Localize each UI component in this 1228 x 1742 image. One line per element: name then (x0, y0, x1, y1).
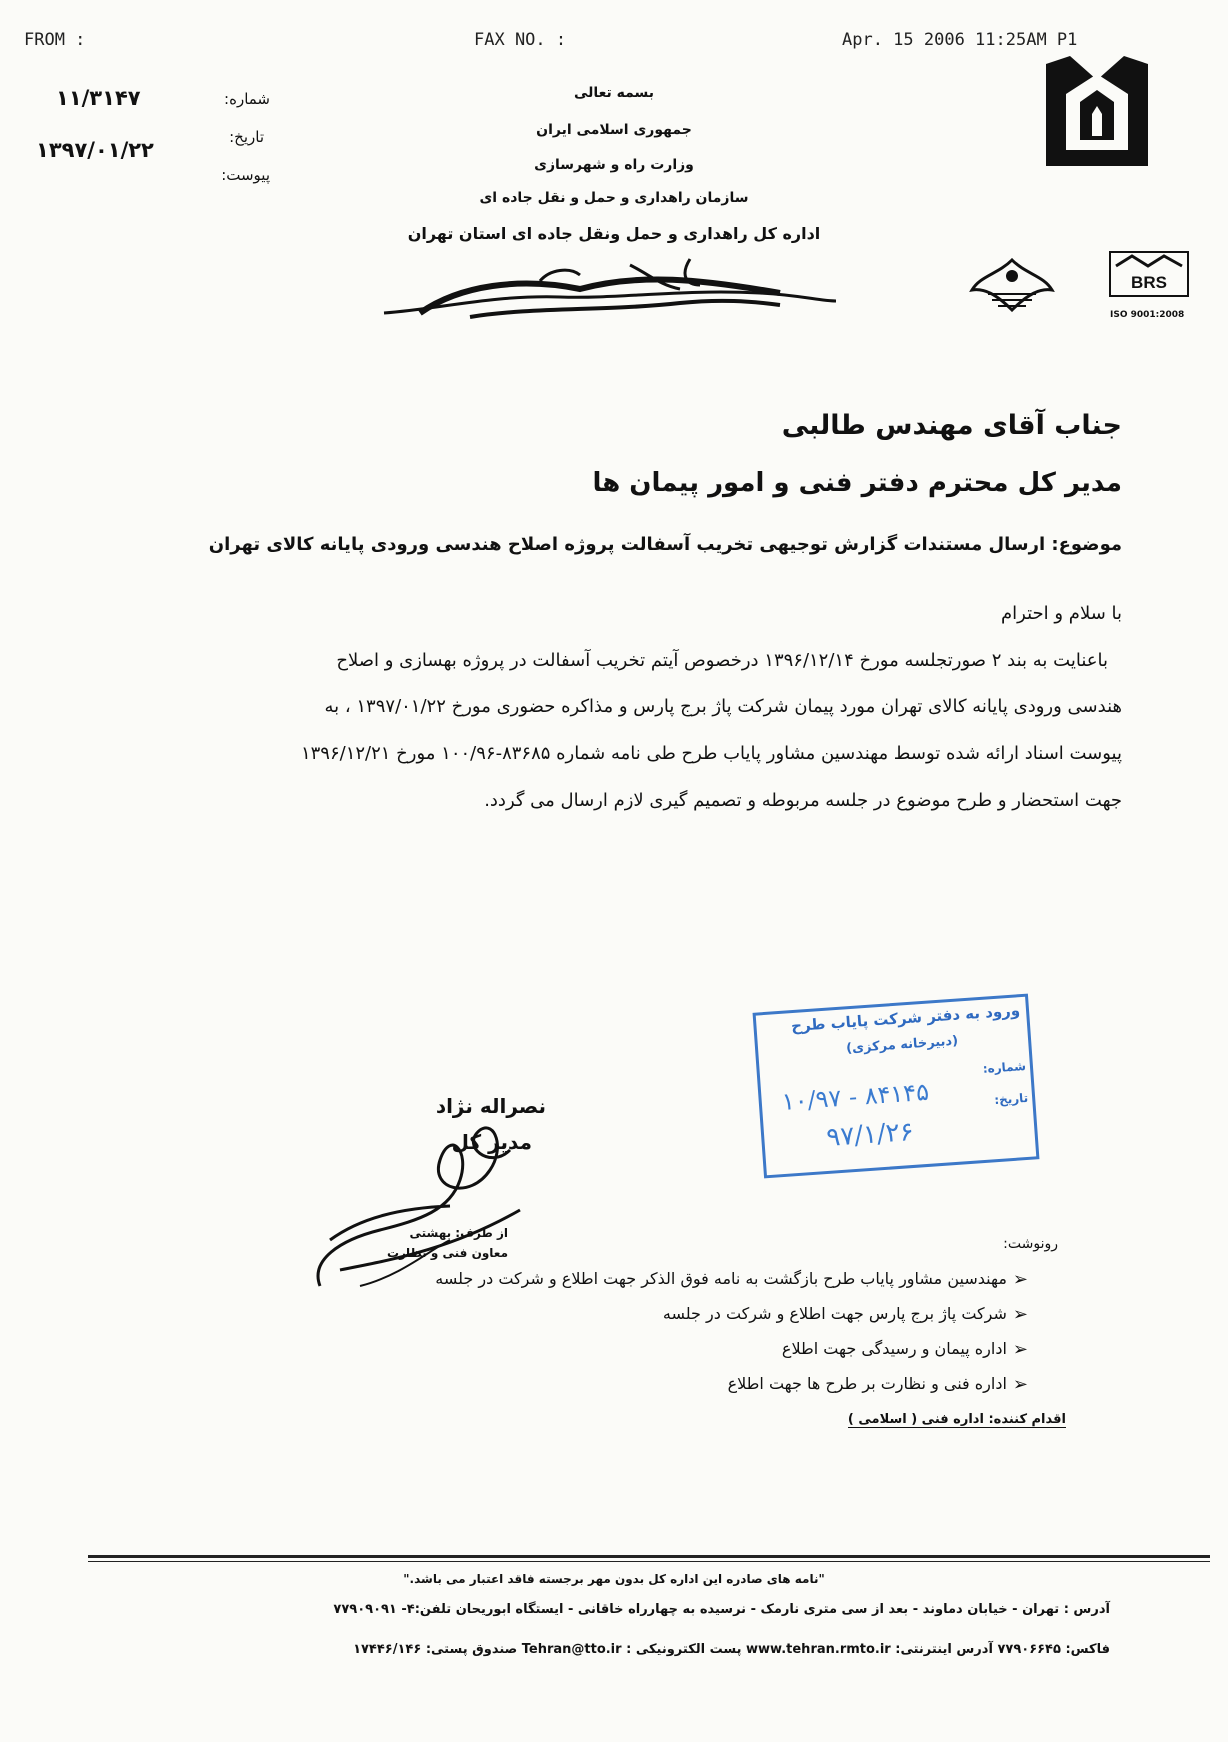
number-label: شماره: (224, 90, 270, 108)
cc-item-text: اداره پیمان و رسیدگی جهت اطلاع (781, 1339, 1007, 1358)
body-line: جهت استحضار و طرح موضوع در جلسه مربوطه و تصمیم گیری لازم ارسال می گردد. (484, 790, 1122, 811)
greeting: با سلام و احترام (1001, 603, 1122, 624)
iso-label: ISO 9001:2008 (1110, 310, 1185, 320)
cc-item (728, 1374, 1028, 1395)
footer-divider (88, 1555, 1210, 1558)
cc-item (663, 1304, 1028, 1325)
stamp-number-label: شماره: (982, 1058, 1027, 1076)
stamp-number: ۱۰/۹۷ - ۸۴۱۴۵ (780, 1077, 930, 1116)
letter-date: ۱۳۹۷/۰۱/۲۲ (36, 138, 154, 162)
fax-number: FAX NO. : (474, 30, 567, 50)
footer-notice: "نامه های صادره این اداره کل بدون مهر برجسته فاقد اعتبار می باشد." (403, 1572, 825, 1586)
letterhead-organization: سازمان راهداری و حمل و نقل جاده ای (479, 190, 749, 206)
letterhead-ministry: وزارت راه و شهرسازی (534, 157, 694, 173)
rmto-logo (1040, 54, 1154, 172)
subject-line: موضوع: ارسال مستندات گزارش توجیهی تخریب آسفالت پروژه اصلاح هندسی ورودی پایانه کالای تهران (208, 534, 1122, 555)
svg-text:BRS: BRS (1131, 273, 1167, 292)
body-line: هندسی ورودی پایانه کالای تهران مورد پیمان شرکت پاژ برج پارس و مذاکره حضوری مورخ ۱۳۹۷/۰۱/۲۲ ، به (324, 696, 1122, 717)
stamp-title: ورود به دفتر شرکت پایاب طرح (790, 1001, 1021, 1036)
arrow-bullet-icon: ➢ (1012, 1304, 1028, 1325)
cc-item-text: شرکت پاژ برج پارس جهت اطلاع و شرکت در جلسه (662, 1304, 1007, 1323)
signatory-title: مدیر کل (451, 1130, 532, 1154)
received-stamp (753, 994, 1040, 1179)
deputy-title: معاون فنی و نظارت (387, 1246, 508, 1260)
on-behalf-of: از طرف: بهشتی (409, 1226, 508, 1240)
cc-heading: رونوشت: (1003, 1236, 1058, 1252)
cc-item (435, 1269, 1028, 1290)
stamp-date: ۹۷/۱/۲۶ (825, 1116, 915, 1153)
fax-datetime: Apr. 15 2006 11:25AM P1 (842, 30, 1078, 50)
arrow-bullet-icon: ➢ (1012, 1339, 1028, 1360)
calligraphy-ornament-icon (380, 255, 840, 335)
cc-item-text: اداره فنی و نظارت بر طرح ها جهت اطلاع (727, 1374, 1007, 1393)
letterhead-department: اداره کل راهداری و حمل ونقل جاده ای استان تهران (407, 224, 821, 243)
arrow-bullet-icon: ➢ (1012, 1269, 1028, 1290)
attachment-label: پیوست: (221, 166, 270, 184)
letter-number: ۱۱/۳۱۴۷ (56, 86, 141, 110)
stamp-subtitle: (دبیرخانه مرکزی) (845, 1033, 959, 1057)
cc-item-text: مهندسین مشاور پایاب طرح بازگشت به نامه فوق الذکر جهت اطلاع و شرکت در جلسه (435, 1269, 1007, 1288)
letterhead-country: جمهوری اسلامی ایران (536, 122, 692, 138)
action-by: اقدام کننده: اداره فنی ( اسلامی ) (847, 1412, 1066, 1427)
footer-contact: فاکس: ۷۷۹۰۶۶۴۵ آدرس اینترنتی: www.tehran.rmto.ir پست الکترونیکی : Tehran@tto.ir صندوق پستی: ۱۷۴۴۶/۱۴۶ (353, 1642, 1110, 1657)
fax-from: FROM : (24, 30, 86, 50)
date-label: تاریخ: (229, 128, 264, 146)
stamp-date-label: تاریخ: (993, 1090, 1029, 1108)
cc-item (782, 1339, 1028, 1360)
footer-address: آدرس : تهران - خیابان دماوند - بعد از سی متری نارمک - نرسیده به چهارراه خاقانی - ایستگاه ابوریحان تلفن:۴- ۷۷۹۰۹۰۹۱ (333, 1602, 1110, 1617)
arrow-bullet-icon: ➢ (1012, 1374, 1028, 1395)
letterhead-bismillah: بسمه تعالی (573, 85, 655, 101)
addressee-name: جناب آقای مهندس طالبی (781, 410, 1122, 441)
emblem-icon (968, 254, 1056, 316)
addressee-position: مدیر کل محترم دفتر فنی و امور پیمان ها (592, 468, 1122, 498)
signatory-name: نصراله نژاد (435, 1094, 546, 1118)
footer-divider (88, 1561, 1210, 1562)
brs-iso-logo (1108, 250, 1190, 308)
body-line: پیوست اسناد ارائه شده توسط مهندسین مشاور پایاب طرح طی نامه شماره ۸۳۶۸۵-۱۰۰/۹۶ مورخ ۱۳۹۶/۱۲/۲۱ (300, 743, 1122, 764)
body-line: باعنایت به بند ۲ صورتجلسه مورخ ۱۳۹۶/۱۲/۱۴ درخصوص آیتم تخریب آسفالت در پروژه بهسازی و اصلاح (336, 650, 1108, 671)
